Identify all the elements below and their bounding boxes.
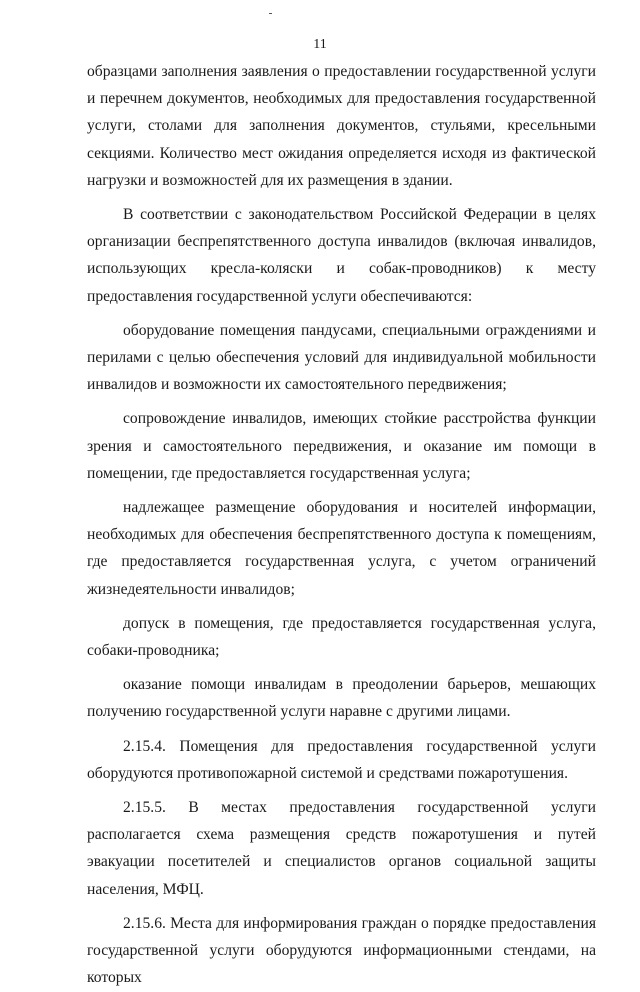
- paragraph-8: 2.15.4. Помещения для предоставления государственной услуги оборудуются противопожарной системой и средствами пожаротушения.: [87, 737, 596, 782]
- paragraph-10: 2.15.6. Места для информирования граждан о порядке предоставления государственной услуги оборудуются информационными стендами, на которых: [87, 914, 596, 987]
- paragraph-1: образцами заполнения заявления о предоставлении государственной услуги и перечнем документов, необходимых для предоставления государственной услуги, столами для заполнения документов, стульями, кресельными секциями. Количество мест ожидания определяется исходя из фактической нагрузки и возможностей для их размещения в здании.: [87, 63, 596, 189]
- paragraph-3: оборудование помещения пандусами, специальными ограждениями и перилами с целью обеспечения условий для индивидуальной мобильности инвалидов и возможности их самостоятельного передвижения;: [87, 321, 596, 394]
- document-body: [87, 58, 596, 992]
- paragraph-4: сопровождение инвалидов, имеющих стойкие расстройства функции зрения и самостоятельного передвижения, и оказание им помощи в помещении, где предоставляется государственная услуга;: [87, 410, 596, 482]
- paragraph-2: В соответствии с законодательством Российской Федерации в целях организации беспрепятственного доступа инвалидов (включая инвалидов, использующих кресла-коляски и собак-проводников) к месту предоставления государственной услуги обеспечиваются:: [87, 206, 596, 305]
- paragraph-9: 2.15.5. В местах предоставления государственной услуги располагается схема размещения средств пожаротушения и путей эвакуации посетителей и специалистов органов социальной защиты населения, МФЦ.: [87, 799, 596, 898]
- page-number: 11: [313, 37, 327, 52]
- paragraph-6: допуск в помещения, где предоставляется государственная услуга, собаки-проводника;: [87, 614, 596, 660]
- scan-speck: [269, 13, 272, 14]
- paragraph-5: надлежащее размещение оборудования и носителей информации, необходимых для обеспечения беспрепятственного доступа к помещениям, где предоставляется государственная услуга, с учетом ограничений жизнедеятельности инвалидов;: [87, 499, 596, 598]
- paragraph-7: оказание помощи инвалидам в преодолении барьеров, мешающих получению государственной услуги наравне с другими лицами.: [87, 676, 596, 721]
